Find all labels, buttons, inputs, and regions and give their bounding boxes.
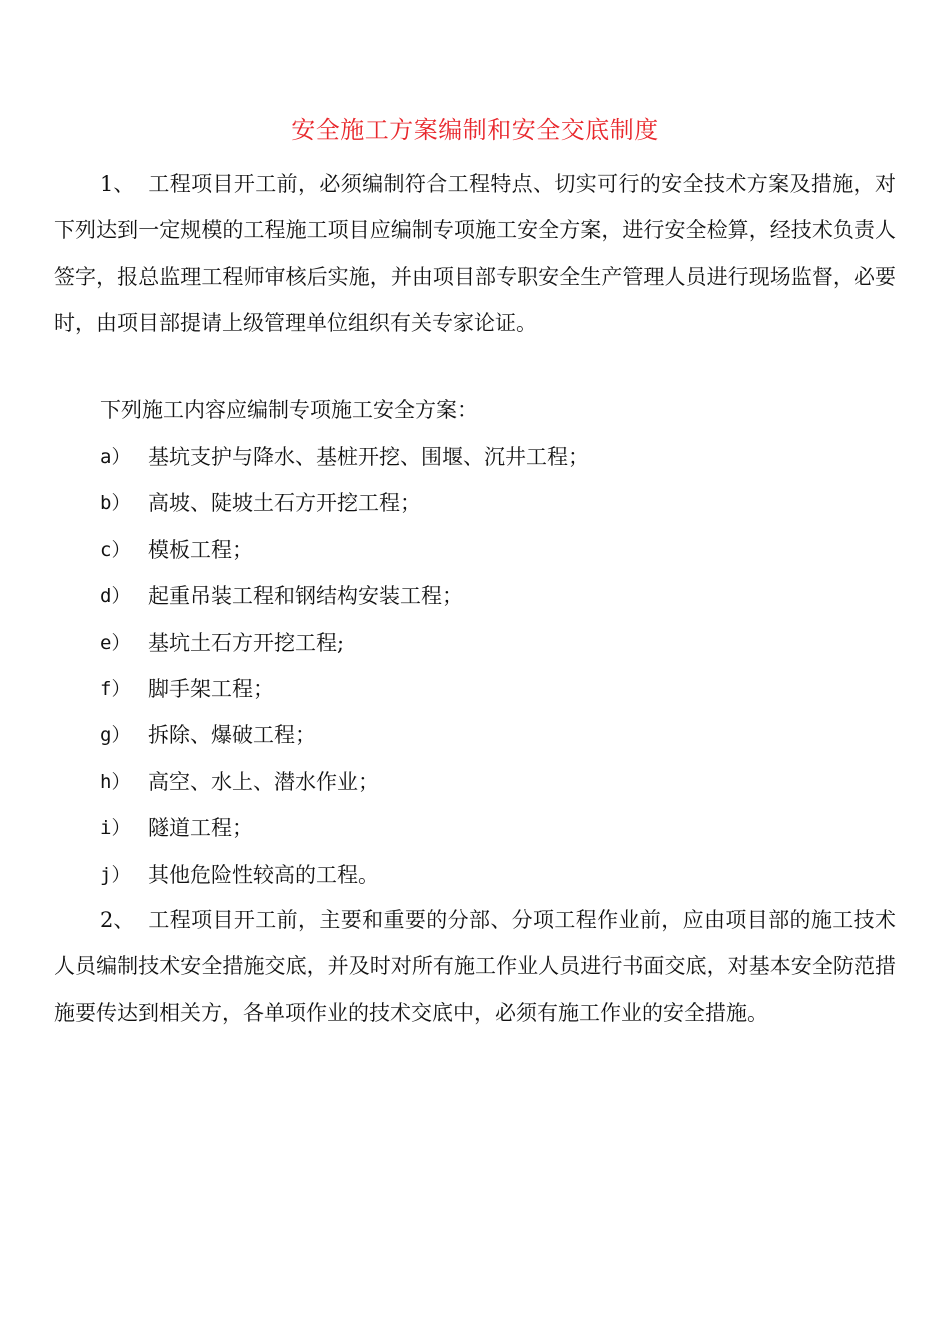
list-item	[100, 573, 589, 619]
list-item	[100, 527, 589, 573]
list-item-text: 起重吊装工程和钢结构安装工程；	[148, 584, 463, 609]
list-item-text: 基坑支护与降水、基桩开挖、围堰、沉井工程；	[148, 445, 589, 469]
section-1-number: 1、	[100, 172, 135, 196]
section-2-paragraph	[54, 897, 896, 1036]
list-item-text: 基坑土石方开挖工程;	[148, 630, 345, 655]
list-item-marker: d）	[100, 585, 131, 608]
list-item-marker: a）	[100, 446, 131, 468]
list-item-marker: h）	[100, 770, 131, 793]
section-2-number: 2、	[100, 908, 135, 932]
list-item	[100, 434, 589, 480]
list-item-text: 高空、水上、潜水作业；	[148, 769, 379, 794]
list-item	[100, 712, 589, 758]
list-item	[100, 805, 589, 851]
list-item-text: 模板工程；	[148, 537, 253, 562]
list-item	[100, 620, 589, 666]
list-item-marker: c）	[100, 538, 131, 561]
section-1-text: 工程项目开工前，必须编制符合工程特点、切实可行的安全技术方案及措施，对下列达到一定规模的工程施工项目应编制专项施工安全方案，进行安全检算，经技术负责人签字，报总监理工程师审核后实施，并由项目部专职安全生产管理人员进行现场监督，必要时，由项目部提请上级管理单位组织有关专家论证。	[54, 172, 896, 335]
list-item	[100, 852, 589, 898]
list-item-text: 脚手架工程；	[148, 676, 274, 701]
list-item	[100, 666, 589, 712]
list-item-marker: j）	[100, 863, 131, 886]
list-item-marker: i）	[100, 817, 131, 840]
list-item-text: 隧道工程；	[148, 816, 253, 841]
list-item-marker: b）	[100, 492, 131, 515]
list-item-text: 其他危险性较高的工程。	[148, 862, 379, 887]
construction-items-list	[100, 434, 589, 898]
section-2-text: 工程项目开工前，主要和重要的分部、分项工程作业前，应由项目部的施工技术人员编制技术安全措施交底，并及时对所有施工作业人员进行书面交底，对基本安全防范措施要传达到相关方，各单项作业的技术交底中，必须有施工作业的安全措施。	[54, 908, 896, 1025]
list-item	[100, 480, 589, 526]
list-item	[100, 759, 589, 805]
list-item-marker: g）	[100, 724, 131, 747]
list-item-marker: e）	[100, 631, 131, 654]
list-item-text: 拆除、爆破工程；	[148, 723, 316, 748]
list-item-marker: f）	[100, 677, 131, 700]
list-intro: 下列施工内容应编制专项施工安全方案：	[100, 398, 478, 422]
list-item-text: 高坡、陡坡土石方开挖工程；	[148, 491, 421, 516]
document-title: 安全施工方案编制和安全交底制度	[291, 116, 659, 144]
section-1-paragraph	[54, 161, 896, 346]
